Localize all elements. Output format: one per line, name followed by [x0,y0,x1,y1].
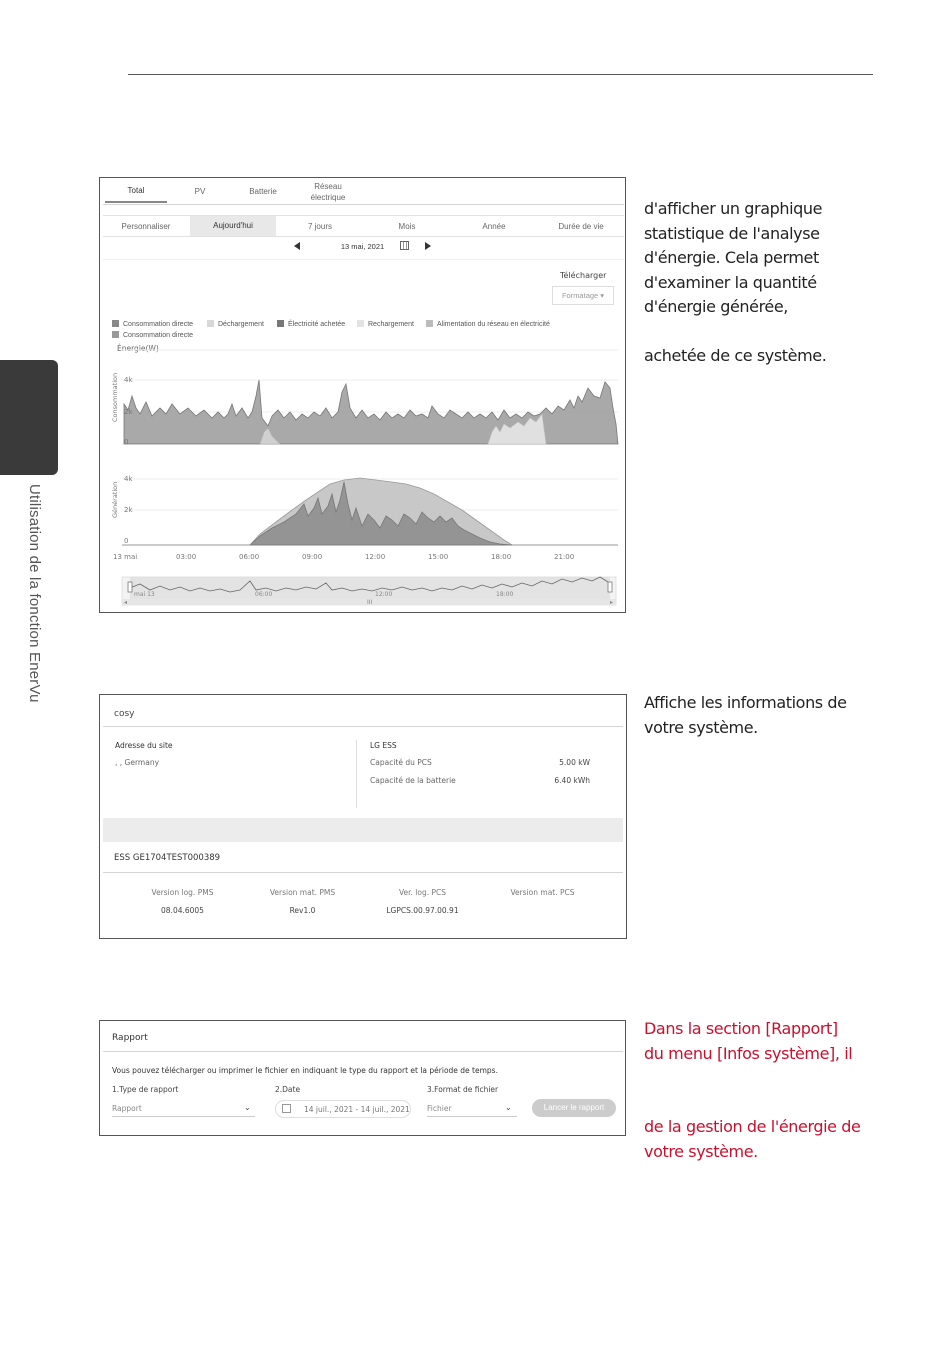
ess-label: LG ESS [370,741,397,750]
system-text-line: Affiche les informations de [644,693,847,712]
header-rule [128,74,873,75]
report-date-label: 2.Date [275,1085,301,1094]
pcs-capacity-value: 5.00 kW [559,758,590,767]
stats-text-line: d'énergie. Cela permet [644,248,819,267]
xtick-1: 03:00 [176,553,197,561]
report-intro: Vous pouvez télécharger ou imprimer le fichier en indiquant le type du rapport et la période de temps. [112,1066,498,1075]
ytick-bottom-0: 0 [124,537,129,545]
report-panel [99,1020,626,1136]
grey-band [103,818,623,842]
system-text-line: votre système. [644,717,758,737]
period-duree[interactable]: Durée de vie [558,222,604,231]
version-pms-hw-label: Version mat. PMS [269,888,336,897]
period-aujourdhui[interactable]: Aujourd'hui [190,216,276,236]
system-panel [99,694,627,939]
range-left-handle[interactable] [128,582,132,592]
legend-text: Déchargement [218,321,264,328]
chapter-tab [0,360,58,475]
tab-pv[interactable]: PV [194,187,206,196]
period-annee[interactable]: Année [482,222,506,231]
generation-axis-label: Génération [111,481,119,518]
address-label: Adresse du site [115,741,173,750]
serial-divider [103,872,623,873]
pcs-capacity-label: Capacité du PCS [370,758,432,767]
ytick-top-0: 0 [124,438,129,446]
report-type-value: Rapport [112,1104,142,1113]
report-text-line: de la gestion de l'énergie de [644,1117,861,1136]
period-personnaliser[interactable]: Personnaliser [121,222,171,231]
stats-text-line: d'énergie générée, [644,297,788,316]
download-label: Télécharger [560,271,607,280]
range-right-handle[interactable] [608,582,612,592]
x-ticks [113,553,574,561]
period-7jours[interactable]: 7 jours [307,222,332,231]
chapter-label: Utilisation de la fonction EnerVu [26,484,43,703]
version-pcs-log-label: Ver. log. PCS [398,888,447,897]
report-type-select[interactable] [112,1101,255,1117]
report-text-line [644,1091,944,1116]
report-text-line: du menu [Infos système], il [644,1043,853,1063]
report-title: Rapport [112,1033,148,1043]
legend-text: Alimentation du réseau en électricité [437,321,550,328]
tab-batterie[interactable]: Batterie [249,187,277,196]
site-divider [103,726,623,727]
version-pms-log-label: Version log. PMS [151,888,214,897]
xtick-6: 18:00 [491,553,512,561]
chevron-down-icon: ⌄ [505,1103,512,1112]
legend-text: Électricité achetée [288,321,346,328]
system-description [644,691,944,740]
battery-capacity-label: Capacité de la batterie [370,776,456,785]
report-date-value: 14 juil., 2021 - 14 juil., 2021 [304,1105,410,1114]
tab-total[interactable]: Total [127,186,145,195]
nav-label-2: 12:00 [375,591,393,598]
ess-serial: ESS GE1704TEST000389 [114,853,221,863]
current-date: 13 mai, 2021 [340,242,385,251]
ytick-bottom-4k: 4k [124,475,133,483]
energy-chart [100,178,627,614]
scroll-left-icon: ◂ [124,599,128,606]
info-vertical-divider [356,740,357,808]
stats-text-line: d'examiner la quantité [644,272,817,292]
stats-text-line: statistique de l'analyse [644,223,820,243]
report-format-select[interactable] [427,1101,517,1117]
site-name: cosy [114,709,135,719]
report-text-line: votre système. [644,1141,758,1161]
version-pms-hw-value: Rev1.0 [289,906,316,915]
version-pms-log-value: 08.04.6005 [161,906,204,915]
ytick-top-4k: 4k [124,376,133,384]
range-selection[interactable] [130,577,610,599]
report-format-label: 3.Format de fichier [427,1085,499,1094]
report-format-value: Fichier [427,1104,452,1113]
consumption-axis-label: Consommation [111,372,119,422]
stats-panel [99,177,626,613]
xtick-3: 09:00 [302,553,323,561]
address-value: , , Germany [115,758,160,767]
stats-text-line: achetée de ce système. [644,346,827,365]
xtick-2: 06:00 [239,553,260,561]
ytick-bottom-2k: 2k [124,506,133,514]
version-pcs-log-value: LGPCS.00.97.00.91 [386,906,459,915]
nav-label-0: mai 13 [134,591,155,598]
nav-label-3: 18:00 [496,591,514,598]
ytick-top-2k: 2k [124,408,133,416]
report-description [644,1017,944,1164]
xtick-7: 21:00 [554,553,575,561]
tab-reseau[interactable]: Réseau électrique [310,182,346,202]
stats-text-line [644,320,944,345]
nav-label-1: 06:00 [255,591,273,598]
report-text-line [644,1066,944,1091]
xtick-5: 15:00 [428,553,449,561]
chevron-down-icon: ⌄ [244,1103,251,1112]
stats-description [644,197,944,369]
period-mois[interactable]: Mois [398,222,416,231]
y-axis-label: Énergie(W) [117,344,159,353]
version-pcs-hw-label: Version mat. PCS [510,888,575,897]
legend-text: Consommation directe [123,332,194,339]
launch-report-button[interactable]: Lancer le rapport [532,1099,616,1117]
scroll-grip-icon: III [367,599,373,606]
xtick-0: 13 mai [113,553,138,561]
report-divider [103,1051,623,1052]
scroll-right-icon: ▸ [610,599,614,606]
xtick-4: 12:00 [365,553,386,561]
bottom-y-ticks [124,475,133,545]
legend-text: Consommation directe [123,321,194,328]
report-text-line: Dans la section [Rapport] [644,1019,838,1038]
stats-text-line: d'afficher un graphique [644,199,823,218]
legend-text: Rechargement [368,321,414,328]
calendar-icon [282,1104,291,1113]
battery-capacity-value: 6.40 kWh [554,776,590,785]
report-type-label: 1.Type de rapport [112,1085,179,1094]
report-date-range[interactable] [275,1100,411,1118]
format-dropdown[interactable]: Formatage ▾ [552,286,614,305]
